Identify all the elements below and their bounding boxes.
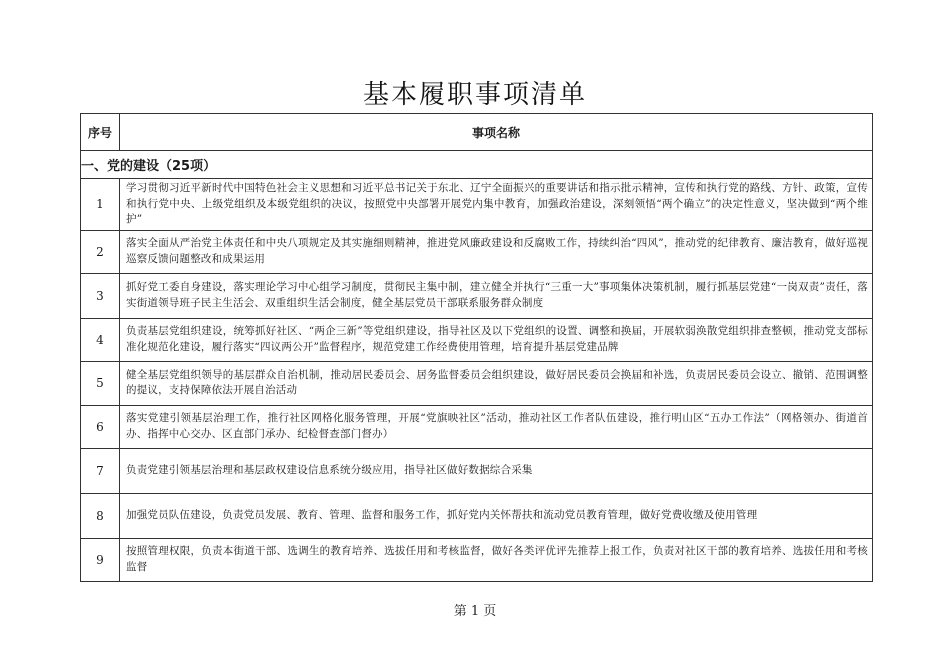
table-row: [81, 318, 873, 361]
row-text: 学习贯彻习近平新时代中国特色社会主义思想和习近平总书记关于东北、辽宁全面振兴的重要讲话和指示批示精神，宣传和执行党的路线、方针、政策，宣传和执行党中央、上级党组织及本级党组织的决议，按照党中央部署开展党内集中教育，加强政治建设，深刻领悟“两个确立”的决定性意义，坚决做到“两个维护”: [120, 179, 873, 231]
table-row: [81, 448, 873, 493]
table-row: [81, 179, 873, 231]
table-row: [81, 273, 873, 318]
row-text: 按照管理权限，负责本街道干部、选调生的教育培养、选拔任用和考核监督，做好各类评优评先推荐上报工作，负责对社区干部的教育培养、选拔任用和考核监督: [120, 538, 873, 581]
duty-table: [80, 113, 873, 582]
table-header-row: [81, 114, 873, 151]
row-text: 负责党建引领基层治理和基层政权建设信息系统分级应用，指导社区做好数据综合采集: [120, 448, 873, 493]
row-text: 落实全面从严治党主体责任和中央八项规定及其实施细则精神，推进党风廉政建设和反腐败工作，持续纠治“四风”，推动党的纪律教育、廉洁教育，做好巡视巡察反馈问题整改和成果运用: [120, 230, 873, 273]
row-text: 抓好党工委自身建设，落实理论学习中心组学习制度，贯彻民主集中制，建立健全并执行“三重一大”事项集体决策机制，履行抓基层党建“一岗双责”责任，落实街道领导班子民主生活会、双重组织生活会制度，健全基层党员干部联系服务群众制度: [120, 273, 873, 318]
row-text: 负责基层党组织建设，统筹抓好社区、“两企三新”等党组织建设，指导社区及以下党组织的设置、调整和换届，开展软弱涣散党组织排查整顿，推动党支部标准化规范化建设，履行落实“四议两公开”监督程序，规范党建工作经费使用管理，培育提升基层党建品牌: [120, 318, 873, 361]
table-row: [81, 538, 873, 581]
row-index: 6: [81, 405, 120, 448]
row-index: 8: [81, 493, 120, 538]
row-index: 5: [81, 361, 120, 405]
row-index: 9: [81, 538, 120, 581]
section-row: [81, 151, 873, 179]
table-row: [81, 493, 873, 538]
row-text: 加强党员队伍建设，负责党员发展、教育、管理、监督和服务工作，抓好党内关怀帮扶和流动党员教育管理，做好党费收缴及使用管理: [120, 493, 873, 538]
table-row: [81, 361, 873, 405]
row-index: 7: [81, 448, 120, 493]
row-index: 4: [81, 318, 120, 361]
column-header-index: 序号: [81, 114, 120, 151]
row-index: 3: [81, 273, 120, 318]
section-title: 一、党的建设（25项）: [81, 151, 873, 179]
table-row: [81, 405, 873, 448]
row-index: 1: [81, 179, 120, 231]
row-index: 2: [81, 230, 120, 273]
table-row: [81, 230, 873, 273]
row-text: 健全基层党组织领导的基层群众自治机制，推动居民委员会、居务监督委员会组织建设，做好居民委员会换届和补选，负责居民委员会设立、撤销、范围调整的提议，支持保障依法开展自治活动: [120, 361, 873, 405]
document-title: 基本履职事项清单: [362, 80, 587, 110]
column-header-name: 事项名称: [120, 114, 873, 151]
page-number: 第 1 页: [453, 604, 497, 619]
row-text: 落实党建引领基层治理工作，推行社区网格化服务管理，开展“党旗映社区”活动，推动社区工作者队伍建设，推行明山区“五办工作法”（网格领办、街道首办、指挥中心交办、区直部门承办、纪检督查部门督办）: [120, 405, 873, 448]
